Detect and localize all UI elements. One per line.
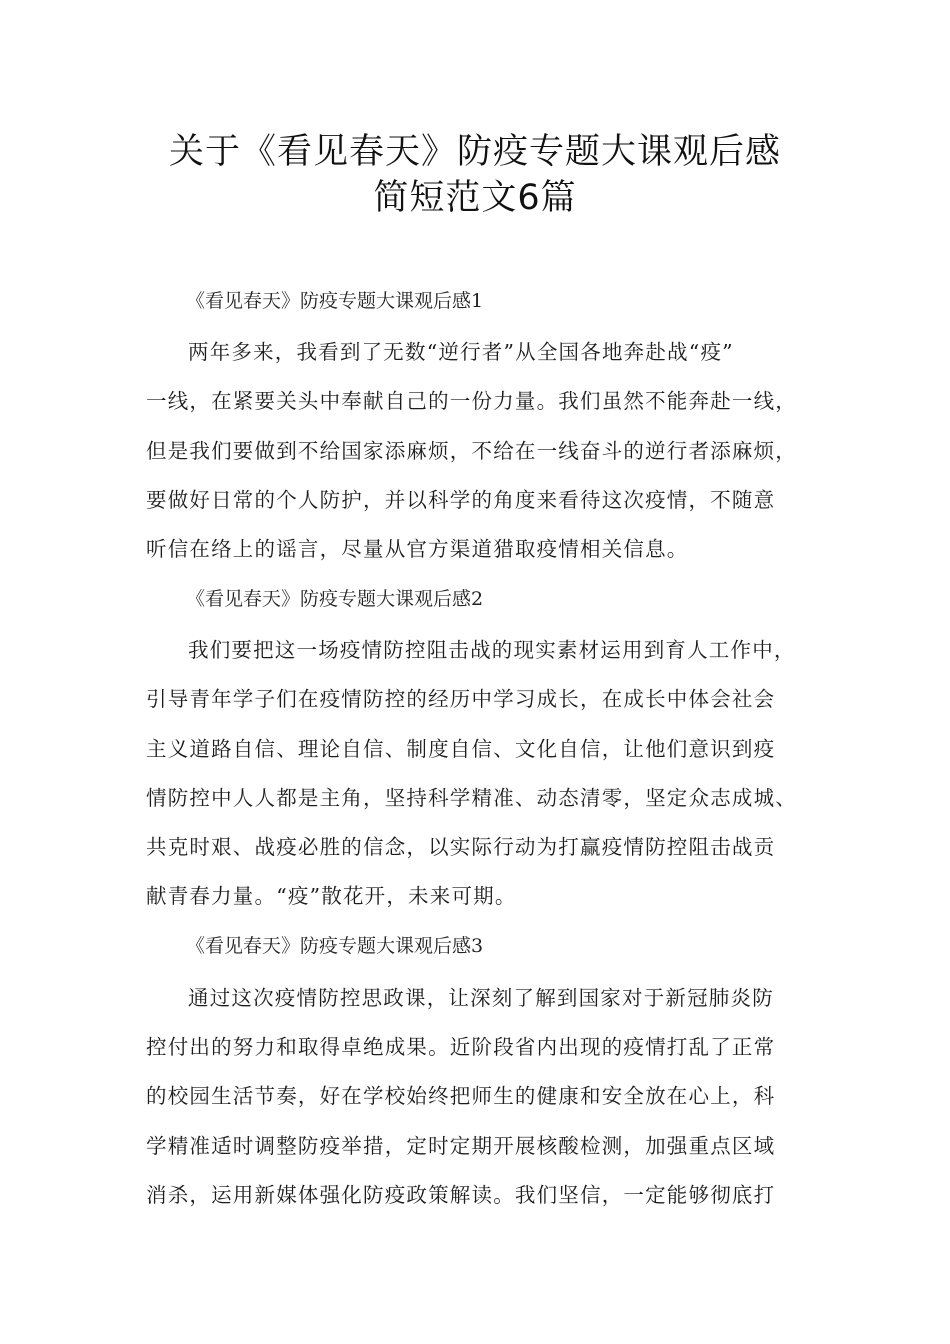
paragraph-line: 听信在络上的谣言，尽量从官方渠道猎取疫情相关信息。 xyxy=(146,537,689,561)
paragraph-line: 通过这次疫情防控思政课，让深刻了解到国家对于新冠肺炎防 xyxy=(188,986,774,1010)
paragraph-line: 献青春力量。“疫”散花开，未来可期。 xyxy=(146,884,517,908)
paragraph-line: 学精准适时调整防疫举措，定时定期开展核酸检测，加强重点区域 xyxy=(146,1134,776,1158)
paragraph-line: 引导青年学子们在疫情防控的经历中学习成长，在成长中体会社会 xyxy=(146,687,776,711)
section-heading-1: 《看见春天》防疫专题大课观后感1 xyxy=(186,290,484,312)
paragraph-line: 我们要把这一场疫情防控阻击战的现实素材运用到育人工作中， xyxy=(188,638,796,662)
paragraph-line: 情防控中人人都是主角，坚持科学精准、动态清零，坚定众志成城、 xyxy=(146,786,797,810)
paragraph-line: 一线，在紧要关头中奉献自己的一份力量。我们虽然不能奔赴一线， xyxy=(146,389,797,413)
paragraph-line: 的校园生活节奏，好在学校始终把师生的健康和安全放在心上，科 xyxy=(146,1084,776,1108)
section-heading-2: 《看见春天》防疫专题大课观后感2 xyxy=(186,588,484,610)
paragraph-line: 但是我们要做到不给国家添麻烦，不给在一线奋斗的逆行者添麻烦， xyxy=(146,439,797,463)
paragraph-line: 消杀，运用新媒体强化防疫政策解读。我们坚信，一定能够彻底打 xyxy=(146,1183,776,1207)
paragraph-line: 主义道路自信、理论自信、制度自信、文化自信，让他们意识到疫 xyxy=(146,737,776,761)
paragraph-line: 共克时艰、战疫必胜的信念，以实际行动为打赢疫情防控阻击战贡 xyxy=(146,835,776,859)
document-title-line-2: 简短范文6篇 xyxy=(373,178,577,218)
paragraph-line: 控付出的努力和取得卓绝成果。近阶段省内出现的疫情打乱了正常 xyxy=(146,1035,776,1059)
paragraph-line: 要做好日常的个人防护，并以科学的角度来看待这次疫情，不随意 xyxy=(146,488,776,512)
section-heading-3: 《看见春天》防疫专题大课观后感3 xyxy=(186,935,484,957)
paragraph-line: 两年多来，我看到了无数“逆行者”从全国各地奔赴战“疫” xyxy=(188,340,734,364)
document-title-line-1: 关于《看见春天》防疫专题大课观后感 xyxy=(168,132,781,172)
